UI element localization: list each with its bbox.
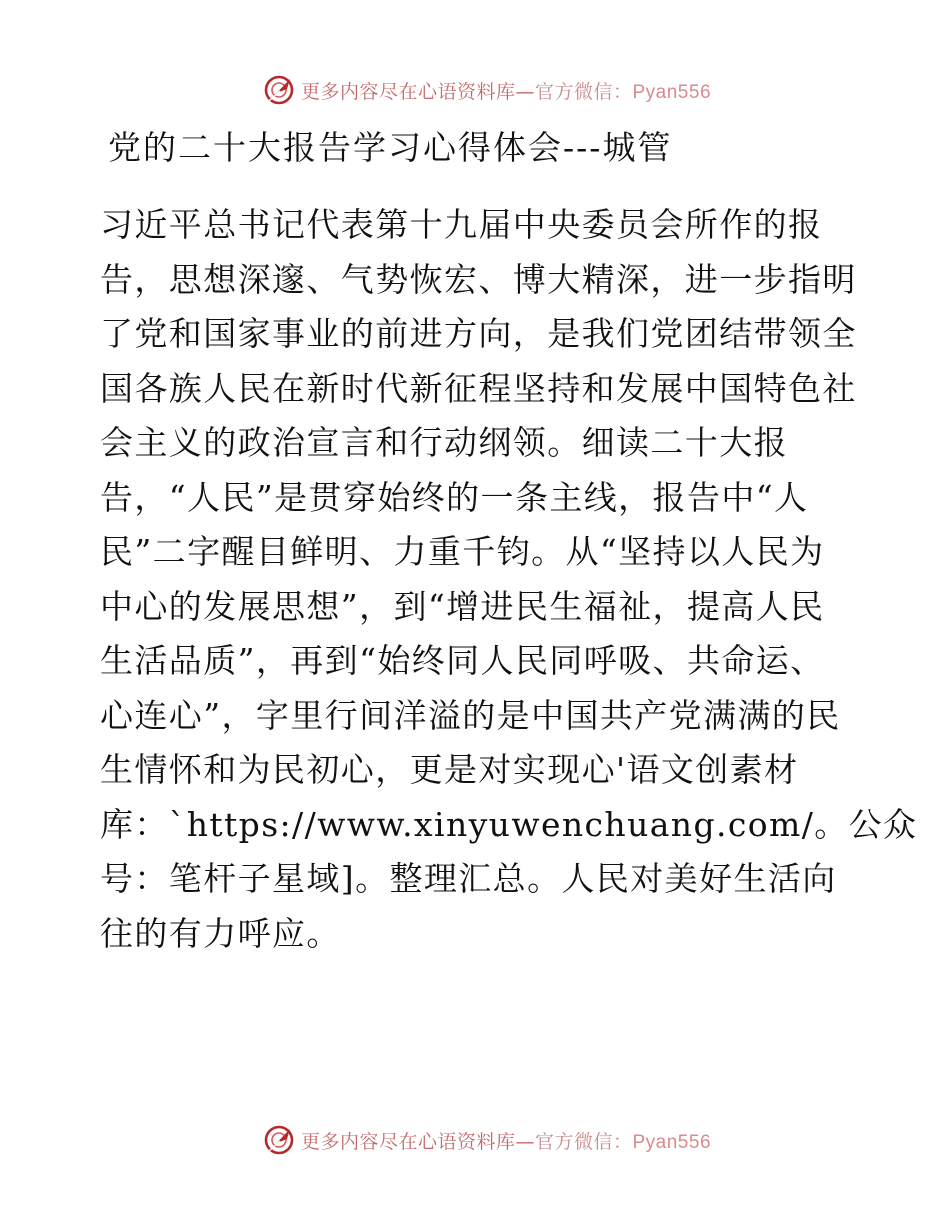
body-line-11: 生情怀和为民初心，更是对实现心'语文创素材 — [100, 750, 799, 789]
footer-banner-separator: — — [515, 1130, 535, 1153]
header-banner — [0, 72, 950, 108]
header-banner-separator: — — [515, 80, 535, 103]
body-line-7: 民”二字醒目鲜明、力重千钧。从“坚持以人民为 — [100, 532, 825, 571]
body-line-12: 库：`https://www.xinyuwenchuang.com/。公众 — [100, 804, 918, 844]
body-line-10: 心连心”，字里行间洋溢的是中国共产党满满的民 — [100, 695, 841, 735]
header-wechat-id: Pyan556 — [632, 81, 712, 103]
header-banner-text — [301, 77, 711, 104]
body-line-4: 国各族人民在新时代新征程坚持和发展中国特色社 — [100, 368, 857, 408]
header-wechat-label: 官方微信： — [534, 80, 633, 103]
footer-banner-content — [263, 1124, 711, 1156]
body-line-8: 中心的发展思想”，到“增进民生福祉，提高人民 — [100, 586, 825, 626]
header-banner-content — [263, 74, 711, 106]
body-line-9: 生活品质”，再到“始终同人民同呼吸、共命运、 — [100, 641, 825, 680]
footer-banner-text — [301, 1127, 711, 1154]
quill-logo-icon — [263, 74, 295, 106]
body-line-1: 习近平总书记代表第十九届中央委员会所作的报 — [100, 205, 823, 244]
body-line-5: 会主义的政治宣言和行动纲领。细读二十大报 — [100, 423, 788, 462]
body-line-6: 告，“人民”是贯穿始终的一条主线，报告中“人 — [100, 477, 809, 517]
document-body — [100, 198, 918, 961]
footer-banner — [0, 1122, 950, 1158]
body-line-13: 号：笔杆子星域]。整理汇总。人民对美好生活向 — [100, 859, 837, 898]
header-banner-title: 更多内容尽在心语资料库 — [300, 80, 516, 103]
footer-wechat-label: 官方微信： — [534, 1130, 633, 1153]
footer-banner-title: 更多内容尽在心语资料库 — [300, 1130, 516, 1153]
document-title: 党的二十大报告学习心得体会---城管 — [108, 128, 673, 167]
body-line-2: 告，思想深邃、气势恢宏、博大精深，进一步指明 — [100, 259, 857, 299]
quill-logo-icon — [263, 1124, 295, 1156]
body-line-14: 往的有力呼应。 — [100, 913, 341, 953]
footer-wechat-id: Pyan556 — [632, 1131, 712, 1153]
body-line-3: 了党和国家事业的前进方向，是我们党团结带领全 — [100, 314, 857, 353]
